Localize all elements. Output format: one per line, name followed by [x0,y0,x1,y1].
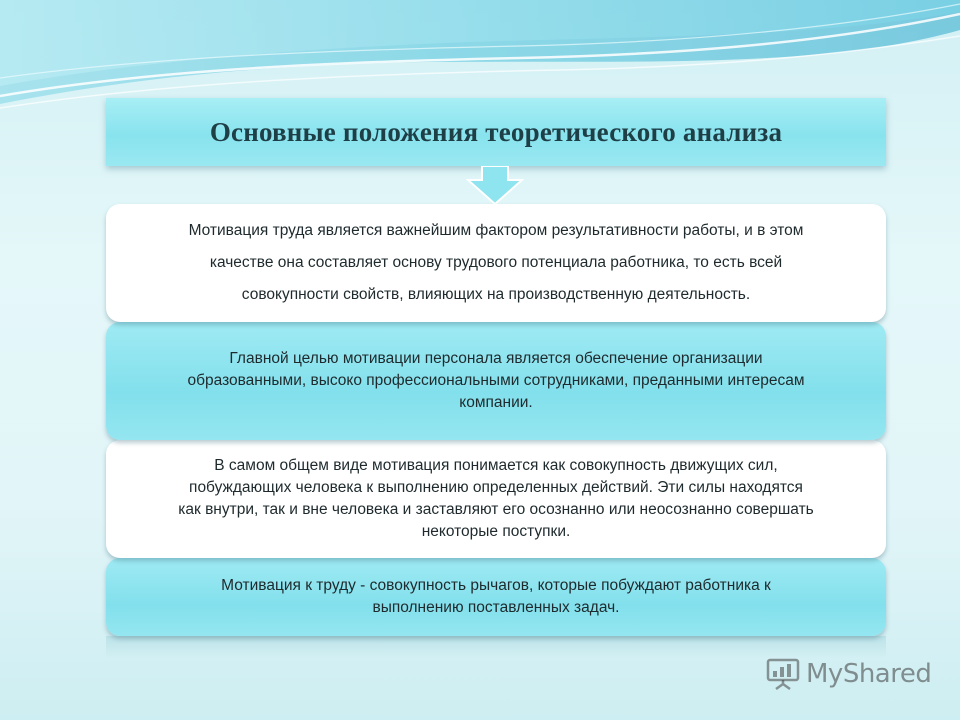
cards-reflection [106,636,886,658]
arrow-down-icon [466,166,524,206]
statement-line: как внутри, так и вне человека и заставляют его осознанно или неосознанно совершать [178,501,814,518]
statement-line: побуждающих человека к выполнению определенных действий. Эти силы находятся [189,479,803,496]
statement-line: выполнению поставленных задач. [372,599,620,616]
statement-line: компании. [459,394,533,411]
statement-line: качестве она составляет основу трудового потенциала работника, то есть всей [209,254,783,271]
statement-line: образованными, высоко профессиональными сотрудниками, преданными интересам [187,372,805,389]
title-banner [106,98,886,166]
statement-text-2 [188,348,805,414]
statement-line: Мотивация труда является важнейшим фактором результативности работы, и в этом [188,222,804,239]
statement-line: Мотивация к труду - совокупность рычагов, которые побуждают работника к [221,577,771,594]
statement-text-1 [189,215,804,311]
statement-line: Главной целью мотивации персонала является обеспечение организации [229,350,763,367]
statement-card-1 [106,204,886,322]
statement-line: совокупности свойств, влияющих на производственную деятельность. [241,286,751,303]
statement-text-4 [221,575,771,619]
watermark-brand: MyShared [806,659,932,689]
statement-card-2 [106,322,886,440]
slide-title: Основные положения теоретического анализа [209,116,783,147]
presentation-icon [766,657,800,691]
statement-line: некоторые поступки. [421,523,571,540]
watermark [766,656,931,692]
statement-card-4 [106,558,886,636]
statement-text-3 [178,455,814,543]
statement-line: В самом общем виде мотивация понимается как совокупность движущих сил, [214,457,778,474]
statement-card-3 [106,440,886,558]
